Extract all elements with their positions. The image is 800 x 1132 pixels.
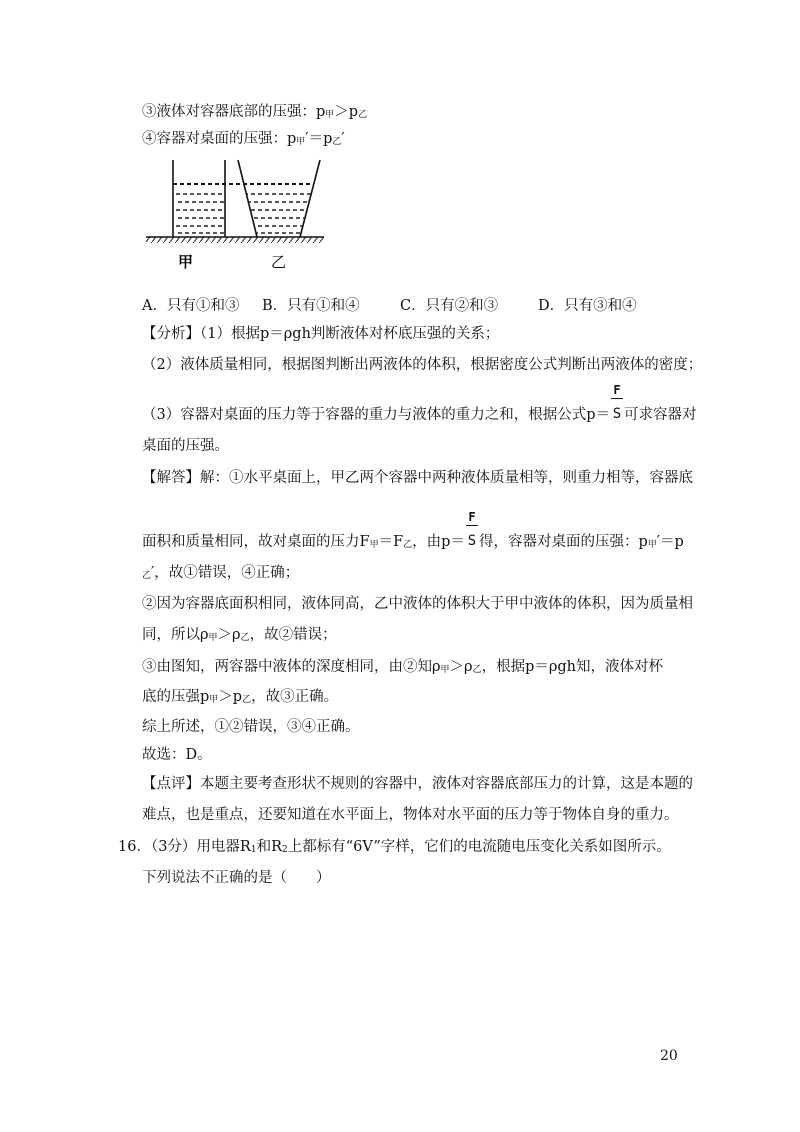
answer-line-5: 同，所以ρ甲＞ρ乙，故②错误； xyxy=(142,627,337,643)
label-jia: 甲 xyxy=(178,253,194,271)
question-16-line-2: 下列说法不正确的是（ ） xyxy=(142,870,331,886)
analysis-line-4: 桌面的压强。 xyxy=(142,438,229,454)
option-b: B．只有①和④ xyxy=(262,298,360,314)
container-jia xyxy=(173,160,225,237)
analysis-line-1: 【分析】（1）根据p＝ρgh判断液体对杯底压强的关系； xyxy=(142,326,500,342)
item-3: ③液体对容器底部的压强：p甲＞p乙 xyxy=(142,104,368,120)
answer-line-7: 底的压强p甲＞p乙，故③正确。 xyxy=(142,689,339,705)
answer-line-8: 综上所述，①②错误，③④正确。 xyxy=(142,719,360,735)
option-a: A．只有①和③ xyxy=(142,298,240,314)
question-16-line-1: 16．（3分）用电器R1和R2上都标有“6V”字样，它们的电流随电压变化关系如图所示。 xyxy=(118,839,671,855)
option-d: D．只有③和④ xyxy=(538,298,637,314)
page-number: 20 xyxy=(660,1048,678,1064)
item-4: ④容器对桌面的压强：p甲′＝p乙′ xyxy=(142,131,345,147)
option-c: C．只有②和③ xyxy=(400,298,499,314)
comment-line-2: 难点，也是重点，还要知道在水平面上，物体对水平面的压力等于物体自身的重力。 xyxy=(142,807,679,823)
answer-line-1: 【解答】解：①水平桌面上，甲乙两个容器中两种液体质量相等，则重力相等，容器底 xyxy=(142,470,693,486)
analysis-line-2: （2）液体质量相同，根据图判断出两液体的体积，根据密度公式判断出两液体的密度； xyxy=(142,357,703,373)
formula-fraction-2: $\frac{F}{S}$ xyxy=(467,510,477,549)
container-yi xyxy=(238,160,320,237)
containers-diagram xyxy=(140,154,340,274)
answer-options xyxy=(142,296,637,316)
label-yi: 乙 xyxy=(271,253,287,271)
comment-line-1: 【点评】本题主要考查形状不规则的容器中，液体对容器底部压力的计算，这是本题的 xyxy=(142,776,693,792)
answer-line-2: 面积和质量相同，故对桌面的压力F甲＝F乙，由p＝ $\frac{F}{S}$ 得，容器对桌面的压强：p甲′＝p xyxy=(142,510,684,550)
answer-line-6: ③由图知，两容器中液体的深度相同，由②知ρ甲＞ρ乙，根据p＝ρgh知，液体对杯 xyxy=(142,659,664,675)
answer-line-9: 故选：D。 xyxy=(142,747,212,763)
answer-line-3: 乙′，故①错误，④正确； xyxy=(142,565,300,581)
formula-fraction: $\frac{F}{S}$ xyxy=(612,383,622,422)
table-hatching xyxy=(146,237,324,243)
analysis-line-3: （3）容器对桌面的压力等于容器的重力与液体的重力之和，根据公式p＝ $\frac{F}{S}$ 可求容器对 xyxy=(142,383,697,423)
answer-line-4: ②因为容器底面积相同，液体同高，乙中液体的体积大于甲中液体的体积，因为质量相 xyxy=(142,596,693,612)
